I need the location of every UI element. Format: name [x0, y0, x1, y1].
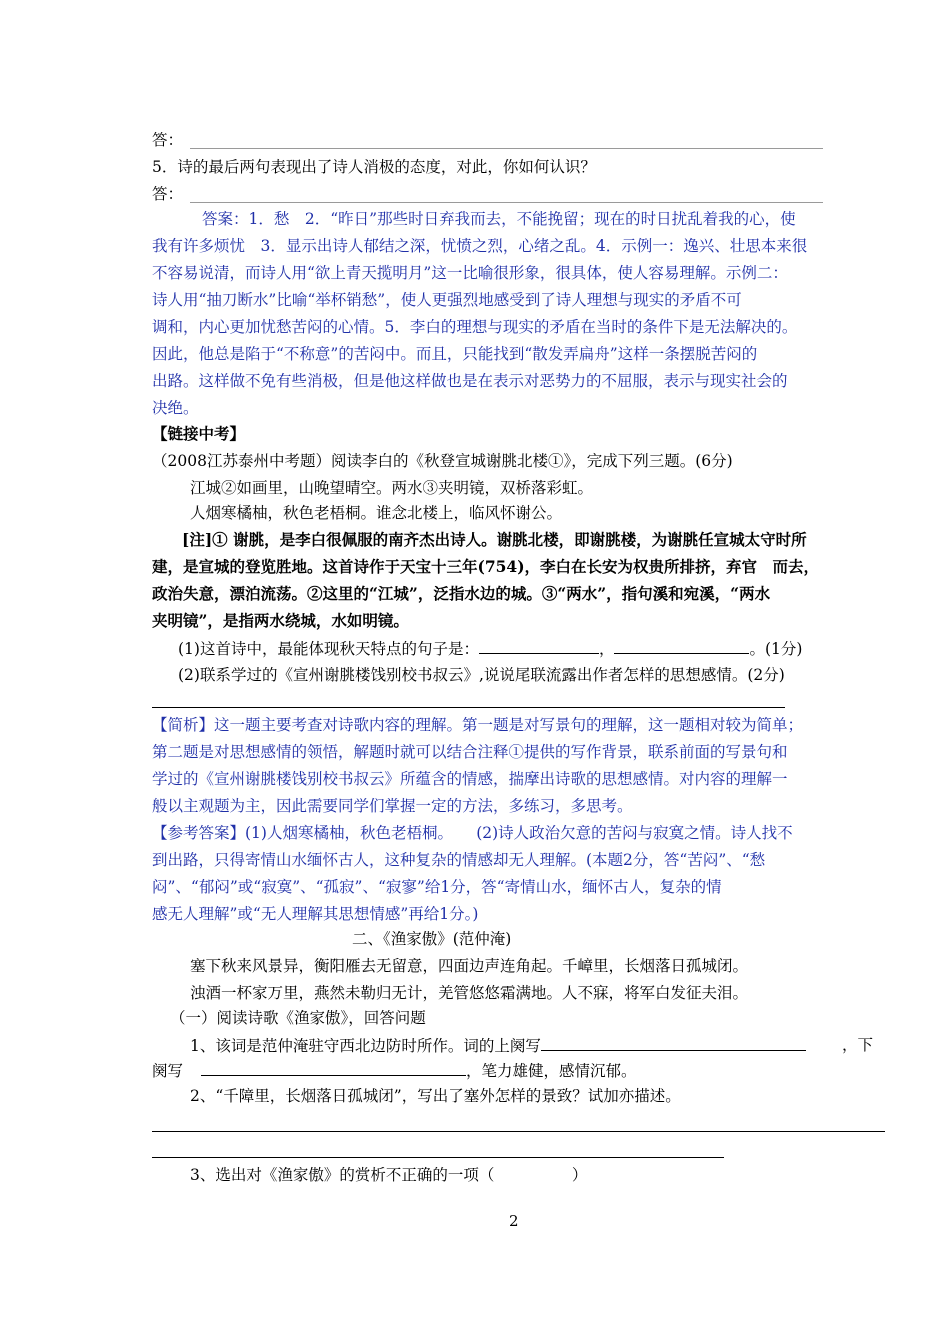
- note-line: [注]① 谢朓，是李白很佩服的南齐杰出诗人。谢朓北楼，即谢朓楼，为谢朓任宣城太守时所: [182, 530, 807, 549]
- blank-1[interactable]: [479, 637, 599, 654]
- note-line: 政治失意，漂泊流荡。②这里的“江城”，泛指水边的城。③“两水”，指句溪和宛溪，“两水: [152, 584, 771, 603]
- link-heading: 【链接中考】: [152, 424, 246, 443]
- section2-question-1: 1、该词是范仲淹驻守西北边防时所作。词的上阕写: [190, 1034, 806, 1057]
- answer-block-line: 我有许多烦忧 3．显示出诗人郁结之深，忧愤之烈，心绪之乱。4．示例一：逸兴、壮思本来很: [152, 237, 808, 255]
- answer-line: [152, 1157, 724, 1158]
- sub-heading: （一）阅读诗歌《渔家傲》，回答问题: [170, 1009, 426, 1027]
- answer-line: [190, 148, 823, 149]
- link-intro: （2008江苏泰州中考题）阅读李白的《秋登宣城谢朓北楼①》，完成下列三题。(6分): [152, 452, 733, 470]
- link-question-2: (2)联系学过的《宣州谢朓楼饯别校书叔云》,说说尾联流露出作者怎样的思想感情。(2分): [178, 666, 785, 684]
- answer-block-line: 不容易说清，而诗人用“欲上青天揽明月”这一比喻很形象，很具体，使人容易理解。示例二：: [152, 264, 788, 282]
- answer-line: [190, 202, 823, 203]
- section2-question-1-cont: 阕写 ，笔力雄健，感情沉郁。: [152, 1059, 637, 1082]
- analysis-line: 【简析】这一题主要考查对诗歌内容的理解。第一题是对写景句的理解，这一题相对较为简单；: [152, 716, 804, 734]
- analysis-line: 般以主观题为主，因此需要同学们掌握一定的方法，多练习，多思考。: [152, 797, 633, 815]
- note-line: 建，是宣城的登览胜地。这首诗作于天宝十三年(754)，李白在长安为权贵所排挤，弃官 而去，: [152, 557, 820, 576]
- answer-label: 答：: [152, 131, 184, 149]
- question-5: 5．诗的最后两句表现出了诗人消极的态度，对此，你如何认识？: [152, 158, 596, 176]
- section-title: 二、《渔家傲》(范仲淹): [352, 930, 512, 948]
- ref-answer-line: 到出路，只得寄情山水缅怀古人，这种复杂的情感却无人理解。(本题2分，答“苦闷”、“愁: [152, 851, 766, 869]
- note-line: 夹明镜”，是指两水绕城，水如明镜。: [152, 611, 409, 630]
- section2-question-1-tail: ，下: [842, 1036, 874, 1054]
- page-number: 2: [509, 1212, 519, 1230]
- ref-answer-line: 感无人理解”或“无人理解其思想情感”再给1分。): [152, 905, 479, 923]
- analysis-line: 学过的《宣州谢朓楼饯别校书叔云》所蕴含的情感，揣摩出诗歌的思想感情。对内容的理解一: [152, 770, 788, 788]
- blank-4[interactable]: [201, 1059, 466, 1076]
- ref-answer-line: 闷”、“郁闷”或“寂寞”、“孤寂”、“寂寥”给1分，答“寄情山水，缅怀古人，复杂的情: [152, 878, 722, 896]
- section2-question-3: 3、选出对《渔家傲》的赏析不正确的一项（ ）: [190, 1166, 588, 1184]
- blank-3[interactable]: [541, 1034, 806, 1051]
- analysis-line: 第二题是对思想感情的领悟，解题时就可以结合注释①提供的写作背景，联系前面的写景句和: [152, 743, 788, 761]
- answer-block-line: 调和，内心更加忧愁苦闷的心情。5．李白的理想与现实的矛盾在当时的条件下是无法解决的。: [152, 318, 798, 336]
- answer-block-line: 诗人用“抽刀断水”比喻“举杯销愁”，使人更强烈地感受到了诗人理想与现实的矛盾不可: [152, 291, 742, 309]
- answer-block-line: 答案：1．愁 2．“昨日”那些时日弃我而去，不能挽留；现在的时日扰乱着我的心，使: [202, 210, 796, 228]
- poem-line: 江城②如画里，山晚望晴空。两水③夹明镜，双桥落彩虹。: [190, 479, 594, 497]
- poem-line: 人烟寒橘柚，秋色老梧桐。谁念北楼上，临风怀谢公。: [190, 504, 563, 522]
- answer-label: 答：: [152, 185, 184, 203]
- answer-block-line: 因此，他总是陷于“不称意”的苦闷中。而且，只能找到“散发弄扁舟”这样一条摆脱苦闷的: [152, 345, 758, 363]
- poem-line: 塞下秋来风景异，衡阳雁去无留意，四面边声连角起。千嶂里，长烟落日孤城闭。: [190, 957, 749, 975]
- link-question-1: (1)这首诗中，最能体现秋天特点的句子是： ， 。(1分): [178, 637, 802, 660]
- blank-2[interactable]: [614, 637, 749, 654]
- answer-line: [152, 1131, 885, 1132]
- answer-block-line: 出路。这样做不免有些消极，但是他这样做也是在表示对恶势力的不屈服，表示与现实社会的: [152, 372, 788, 390]
- section2-question-2: 2、“千障里，长烟落日孤城闭”，写出了塞外怎样的景致？试加亦描述。: [190, 1087, 681, 1105]
- ref-answer-line: 【参考答案】(1)人烟寒橘柚，秋色老梧桐。 (2)诗人政治欠意的苦闷与寂寞之情。诗人找不: [152, 824, 793, 842]
- poem-line: 浊酒一杯家万里，燕然未勒归无计，羌管悠悠霜满地。人不寐，将军白发征夫泪。: [190, 984, 749, 1002]
- answer-block-line: 决绝。: [152, 399, 199, 417]
- answer-line: [152, 707, 785, 708]
